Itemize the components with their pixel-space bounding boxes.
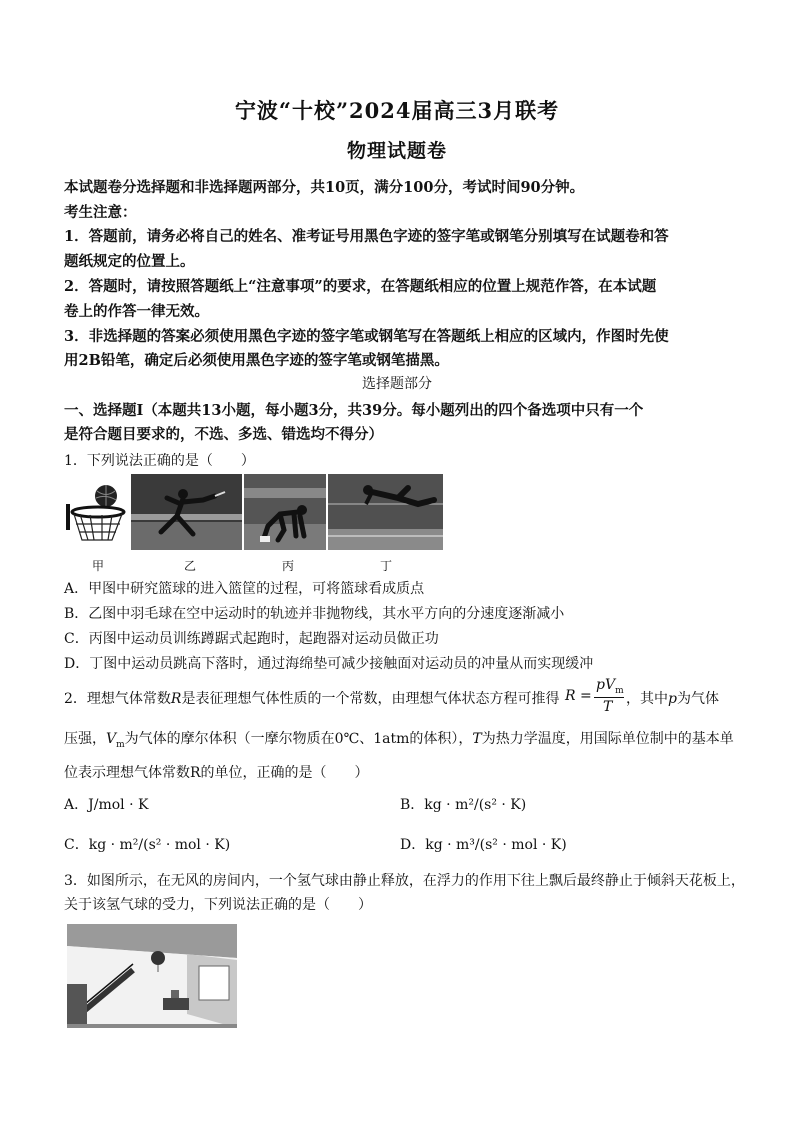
instruction-1-line1: 1．答题前，请务必将自己的姓名、准考证号用黑色字迹的签字笔或钢笔分别填写在试题卷和答 xyxy=(64,228,669,245)
q3-stem-line2: 关于该氢气球的受力，下列说法正确的是（ ） xyxy=(64,897,372,913)
q1-option-c: C．丙图中运动员训练蹲踞式起跑时，起跑器对运动员做正功 xyxy=(64,631,439,647)
q3-stem-line1: 3．如图所示，在无风的房间内，一个氢气球由静止释放，在浮力的作用下往上飘后最终静止于倾斜天花板上， xyxy=(64,873,745,889)
q2-stem-line3: 位表示理想气体常数R的单位，正确的是（ ） xyxy=(64,765,369,781)
q1-label-bing: 丙 xyxy=(282,559,295,573)
exam-title: 宁波“十校”2024届高三3月联考 xyxy=(234,98,560,123)
exam-subtitle: 物理试题卷 xyxy=(346,140,447,162)
q2-eq-denominator: T xyxy=(603,699,613,715)
q1-option-d: D．丁图中运动员跳高下落时，通过海绵垫可减少接触面对运动员的冲量从而实现缓冲 xyxy=(64,656,594,672)
q2-stem-b: 是表征理想气体性质的一个常数，由理想气体状态方程可推得 xyxy=(181,691,560,707)
badminton-player-image xyxy=(131,474,242,550)
q2-eq-lhs: R = xyxy=(565,688,592,704)
part1-heading-line1: 一、选择题Ⅰ（本题共13小题，每小题3分，共39分。每小题列出的四个备选项中只有一个 xyxy=(64,402,644,419)
notice-label: 考生注意： xyxy=(64,204,137,221)
instruction-3-line2: 用2B铅笔，确定后必须使用黑色字迹的签字笔或钢笔描黑。 xyxy=(64,352,449,369)
instruction-3-line1: 3．非选择题的答案必须使用黑色字迹的签字笔或钢笔写在答题纸上相应的区域内，作图时先使 xyxy=(64,328,669,345)
q1-option-a: A．甲图中研究篮球的进入篮筐的过程，可将篮球看成质点 xyxy=(64,581,425,597)
intro-text: 本试题卷分选择题和非选择题两部分，共10页，满分100分，考试时间90分钟。 xyxy=(64,179,585,196)
q2-stem-line1 xyxy=(64,688,559,708)
q2-option-b: B．kg · m²/(s² · K) xyxy=(400,797,527,813)
instruction-2-line2: 卷上的作答一律无效。 xyxy=(64,303,209,320)
q2-stem-line1-tail: ，其中p为气体 xyxy=(626,691,719,707)
sprint-start-image xyxy=(244,474,326,550)
q2-option-a: A．J/mol · K xyxy=(64,797,149,813)
q2-var-t: T xyxy=(472,731,482,747)
q1-stem: 1．下列说法正确的是（ ） xyxy=(64,453,255,469)
high-jump-image xyxy=(328,474,443,550)
q1-label-yi: 乙 xyxy=(184,559,197,573)
section-title: 选择题部分 xyxy=(362,376,432,392)
q2-option-c: C．kg · m²/(s² · mol · K) xyxy=(64,837,231,853)
q2-eq-numerator: $pV_m$ xyxy=(596,677,624,696)
q2-var-vm: V xyxy=(106,731,117,747)
q2-fraction-bar xyxy=(594,697,624,698)
instruction-1-line2: 题纸规定的位置上。 xyxy=(64,253,195,270)
instruction-2-line1: 2．答题时，请按照答题纸上“注意事项”的要求，在答题纸相应的位置上规范作答，在本试题 xyxy=(64,278,657,295)
balloon-room-image xyxy=(67,924,237,1028)
q2-stem-a: 2．理想气体常数 xyxy=(64,691,171,707)
q2-option-d: D．kg · m³/(s² · mol · K) xyxy=(400,837,567,853)
part1-heading-line2: 是符合题目要求的，不选、多选、错选均不得分） xyxy=(64,426,383,443)
basketball-hoop-image xyxy=(64,474,126,550)
q2-var-r: R xyxy=(170,691,182,707)
q2-var-p: p xyxy=(668,691,677,707)
q2-stem-line2: 压强，$V_m$为气体的摩尔体积（一摩尔物质在0℃、1atm的体积），T为热力学温度，用国际单位制中的基本单 xyxy=(64,731,734,750)
q1-label-ding: 丁 xyxy=(380,559,393,573)
q1-label-jia: 甲 xyxy=(92,559,105,573)
q1-option-b: B．乙图中羽毛球在空中运动时的轨迹并非抛物线，其水平方向的分速度逐渐减小 xyxy=(64,606,565,622)
